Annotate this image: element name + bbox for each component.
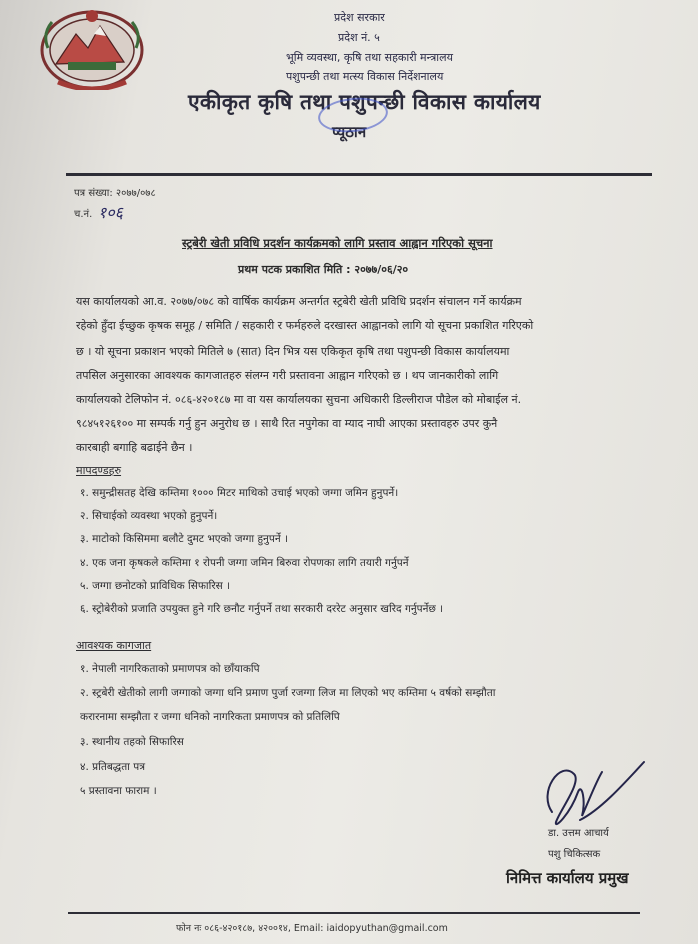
office-location: प्यूठान: [332, 123, 367, 141]
criteria-item: ४. एक जना कृषकले कम्तिमा १ रोपनी जग्गा जमिन बिरुवा रोपणका लागि तयारी गर्नुपर्ने: [80, 557, 409, 569]
letter-reference-number: पत्र संख्या: २०७७/०७८: [74, 188, 156, 199]
document-item: ४. प्रतिबद्धता पत्र: [80, 761, 146, 773]
body-line: यस कार्यालयको आ.व. २०७७/०७८ को वार्षिक कार्यक्रम अन्तर्गत स्ट्रबेरी खेती प्रविधि प्रदर्शन संचालन गर्ने कार्यक्रम: [76, 295, 522, 308]
footer-divider: [68, 912, 640, 914]
nepal-government-emblem-icon: [38, 4, 146, 90]
body-line: कारबाही बगाहि बढाईने छैन ।: [76, 441, 193, 454]
header-ministry: भूमि व्यवस्था, कृषि तथा सहकारी मन्त्रालय: [286, 51, 453, 64]
body-line: तपसिल अनुसारका आवश्यक कागजातहरु संलग्न गरी प्रस्तावना आह्वान गरिएको छ । थप जानकारीको लागि: [76, 369, 499, 382]
dispatch-label: च.नं.: [74, 209, 93, 220]
criteria-heading: मापदण्डहरु: [76, 464, 122, 477]
document-item: ३. स्थानीय तहको सिफारिस: [80, 736, 184, 748]
criteria-item: ३. माटोको किसिममा बलौटे दुमट भएको जग्गा हुनुपर्ने ।: [80, 533, 288, 545]
document-item: २. स्ट्रबेरी खेतीको लागी जग्गाको जग्गा धनि प्रमाण पुर्जा रजग्गा लिज मा लिएको भए कम्तिमा ५ वर्षको सम्झौता: [80, 687, 496, 699]
body-line: कार्यालयको टेलिफोन नं. ०८६-४२०१८७ मा वा यस कार्यालयका सुचना अधिकारी डिल्लीराज पौडेल को मोबाईल नं.: [76, 393, 522, 406]
notice-title: स्ट्रबेरी खेती प्रविधि प्रदर्शन कार्यक्रमको लागि प्रस्ताव आह्वान गरिएको सूचना: [182, 236, 493, 250]
criteria-item: ५. जग्गा छनोटको प्राविधिक सिफारिस ।: [80, 580, 231, 592]
criteria-item: १. समुन्द्रीसतह देखि कम्तिमा १००० मिटर माथिको उचाई भएको जग्गा जमिन हुनुपर्ने।: [80, 487, 399, 499]
header-province-number: प्रदेश नं. ५: [338, 31, 380, 44]
document-item: करारनामा सम्झौता र जग्गा धनिको नागरिकता प्रमाणपत्र को प्रतिलिपि: [80, 711, 340, 723]
document-item: १. नेपाली नागरिकताको प्रमाणपत्र को छाँयाकपि: [80, 663, 260, 675]
document-item: ५ प्रस्तावना फाराम ।: [80, 785, 157, 797]
office-name: एकीकृत कृषि तथा पशुपन्छी विकास कार्यालय: [188, 90, 541, 114]
criteria-item: ६. स्ट्रोबेरीको प्रजाति उपयुक्त हुने गरि छनौट गर्नुपर्ने तथा सरकारी दररेट अनुसार खरिद गर्नुपर्नेछ ।: [80, 603, 444, 615]
signatory-role: निमित्त कार्यालय प्रमुख: [506, 869, 629, 887]
body-line: ९८४५१२६१०० मा सम्पर्क गर्नु हुन अनुरोध छ । साथै रित नपुगेका वा म्याद नाघी आएका प्रस्तावहरु उपर कुनै: [76, 417, 498, 430]
handwritten-signature: [530, 752, 650, 834]
signatory-name: डा. उत्तम आचार्य: [548, 828, 609, 839]
body-line: रहेको हुँदा ईच्छुक कृषक समूह / समिति / सहकारी र फर्महरुले दरखास्त आह्वानको लागि यो सूचना प्रकाशित गरिएको: [76, 319, 534, 332]
dispatch-number: १०६: [98, 203, 123, 222]
signatory-title: पशु चिकित्सक: [548, 849, 601, 860]
criteria-item: २. सिचाईको व्यवस्था भएको हुनुपर्ने।: [80, 510, 218, 522]
body-line: छ । यो सूचना प्रकाशन भएको मितिले ७ (सात) दिन भित्र यस एकिकृत कृषि तथा पशुपन्छी विकास कार्यालयमा: [76, 345, 510, 358]
header-province-government: प्रदेश सरकार: [334, 11, 385, 24]
documents-heading: आवश्यक कागजात: [76, 639, 152, 652]
publish-date: प्रथम पटक प्रकाशित मिति : २०७७/०६/२०: [238, 263, 409, 276]
header-directorate: पशुपन्छी तथा मत्स्य विकास निर्देशनालय: [286, 70, 444, 83]
footer-contact: फोन नः ०८६-४२०१८७, ४२००१४, Email: iaidopyuthan@gmail.com: [176, 923, 448, 934]
header-divider: [66, 173, 652, 176]
